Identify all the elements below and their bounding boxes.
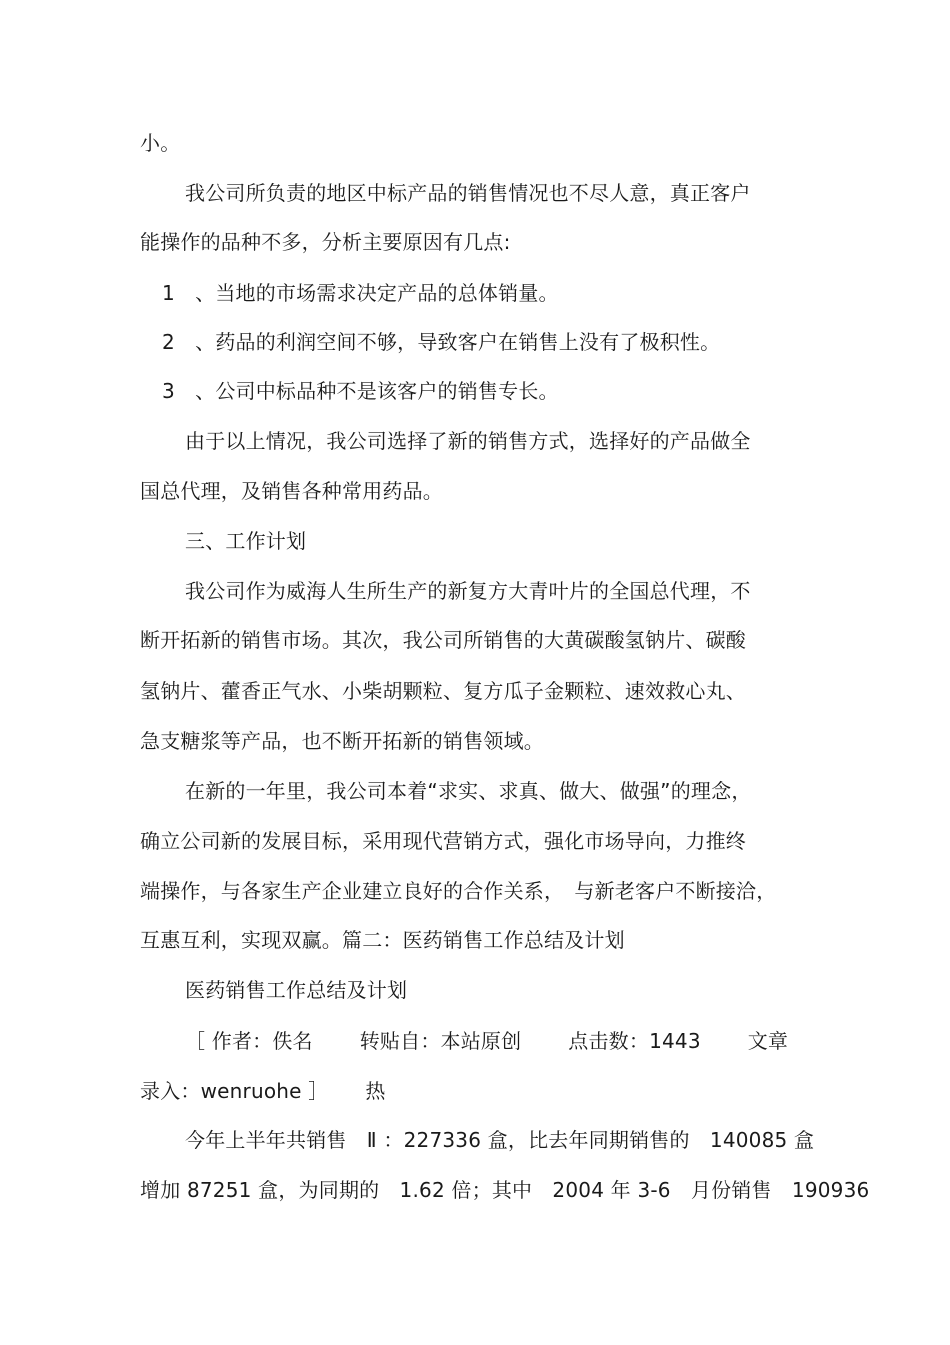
text-line: 断开拓新的销售市场。其次，我公司所销售的大黄碳酸氢钠片、碳酸 (140, 628, 746, 652)
text-line: 互惠互利，实现双赢。篇二：医药销售工作总结及计划 (140, 928, 625, 952)
list-item: 3 、公司中标品种不是该客户的销售专长。 (162, 379, 559, 403)
text-line: 国总代理，及销售各种常用药品。 (140, 479, 443, 503)
text-line: 在新的一年里，我公司本着“求实、求真、做大、做强”的理念， (185, 779, 752, 803)
text-line: 增加 87251 盒，为同期的 1.62 倍；其中 2004 年 3-6 月份销售 190936 (140, 1178, 870, 1202)
text-line: 能操作的品种不多，分析主要原因有几点: (140, 230, 511, 254)
text-line: 小。 (140, 131, 181, 155)
list-item: 1 、当地的市场需求决定产品的总体销量。 (162, 281, 559, 305)
text-line: 急支糖浆等产品，也不断开拓新的销售领域。 (140, 729, 544, 753)
text-line: 氢钠片、藿香正气水、小柴胡颗粒、复方瓜子金颗粒、速效救心丸、 (140, 679, 746, 703)
section-heading: 三、工作计划 (185, 529, 307, 553)
article-title: 医药销售工作总结及计划 (185, 978, 408, 1002)
text-line: 确立公司新的发展目标，采用现代营销方式，强化市场导向，力推终 (140, 829, 746, 853)
list-item: 2 、药品的利润空间不够，导致客户在销售上没有了极积性。 (162, 330, 721, 354)
article-meta: 录入：wenruohe ］ 热 (140, 1079, 386, 1103)
text-line: 端操作，与各家生产企业建立良好的合作关系， 与新老客户不断接洽， (140, 879, 777, 903)
text-line: 我公司作为威海人生所生产的新复方大青叶片的全国总代理，不 (185, 579, 751, 603)
text-line: 今年上半年共销售 Ⅱ ：227336 盒，比去年同期销售的 140085 盒 (185, 1128, 815, 1152)
text-line: 由于以上情况，我公司选择了新的销售方式，选择好的产品做全 (185, 429, 751, 453)
text-line: 我公司所负责的地区中标产品的销售情况也不尽人意，真正客户 (185, 181, 751, 205)
article-meta: ［ 作者：佚名 转贴自：本站原创 点击数：1443 文章 (185, 1029, 789, 1053)
